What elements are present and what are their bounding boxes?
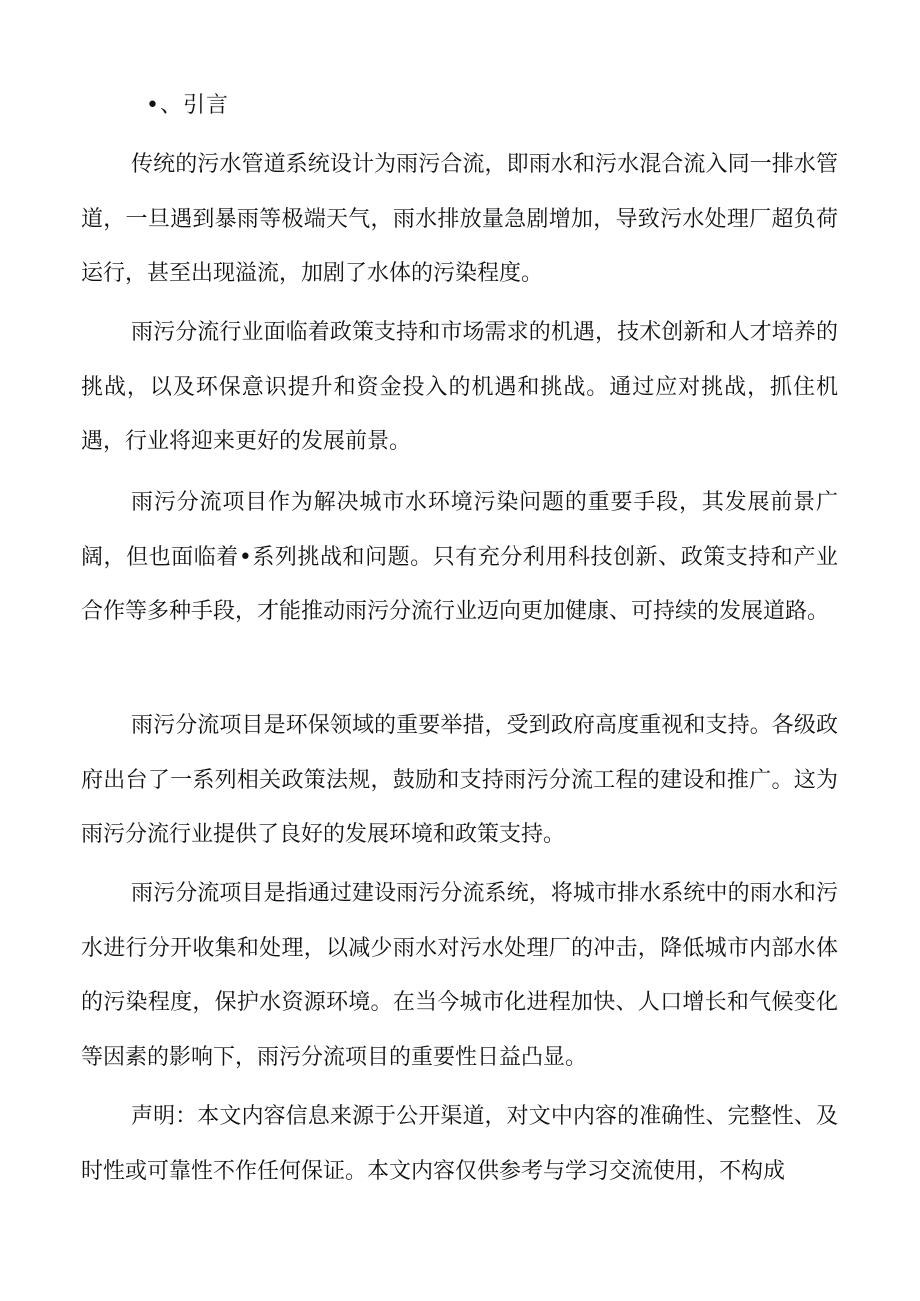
paragraph-policy-support: 雨污分流项目是环保领域的重要举措，受到政府高度重视和支持。各级政府出台了一系列相关政策法规，鼓励和支持雨污分流工程的建设和推广。这为雨污分流行业提供了良好的发展环境和政策支持。 — [81, 713, 838, 847]
paragraph-industry-opportunities: 雨污分流行业面临着政策支持和市场需求的机遇，技术创新和人才培养的挑战，以及环保意识提升和资金投入的机遇和挑战。通过应对挑战，抓住机遇，行业将迎来更好的发展前景。 — [81, 320, 838, 454]
paragraph-combined-sewer: 传统的污水管道系统设计为雨污合流，即雨水和污水混合流入同一排水管道，一旦遇到暴雨等极端天气，雨水排放量急剧增加，导致污水处理厂超负荷运行，甚至出现溢流，加剧了水体的污染程度。 — [81, 152, 838, 286]
paragraph-disclaimer: 声明：本文内容信息来源于公开渠道，对文中内容的准确性、完整性、及时性或可靠性不作任何保证。本文内容仅供参考与学习交流使用，不构成 — [81, 1104, 838, 1184]
paragraph-project-definition: 雨污分流项目是指通过建设雨污分流系统，将城市排水系统中的雨水和污水进行分开收集和处理，以减少雨水对污水处理厂的冲击，降低城市内部水体的污染程度，保护水资源环境。在当今城市化进程加快、人口增长和气候变化等因素的影响下，雨污分流项目的重要性日益凸显。 — [81, 881, 838, 1070]
paragraph-project-prospects: 雨污分流项目作为解决城市水环境污染问题的重要手段，其发展前景广阔，但也面临着•系列挑战和问题。只有充分利用科技创新、政策支持和产业合作等多种手段，才能推动雨污分流行业迈向更加健康、可持续的发展道路。 — [81, 490, 838, 624]
section-heading: •、引言 — [146, 93, 229, 118]
